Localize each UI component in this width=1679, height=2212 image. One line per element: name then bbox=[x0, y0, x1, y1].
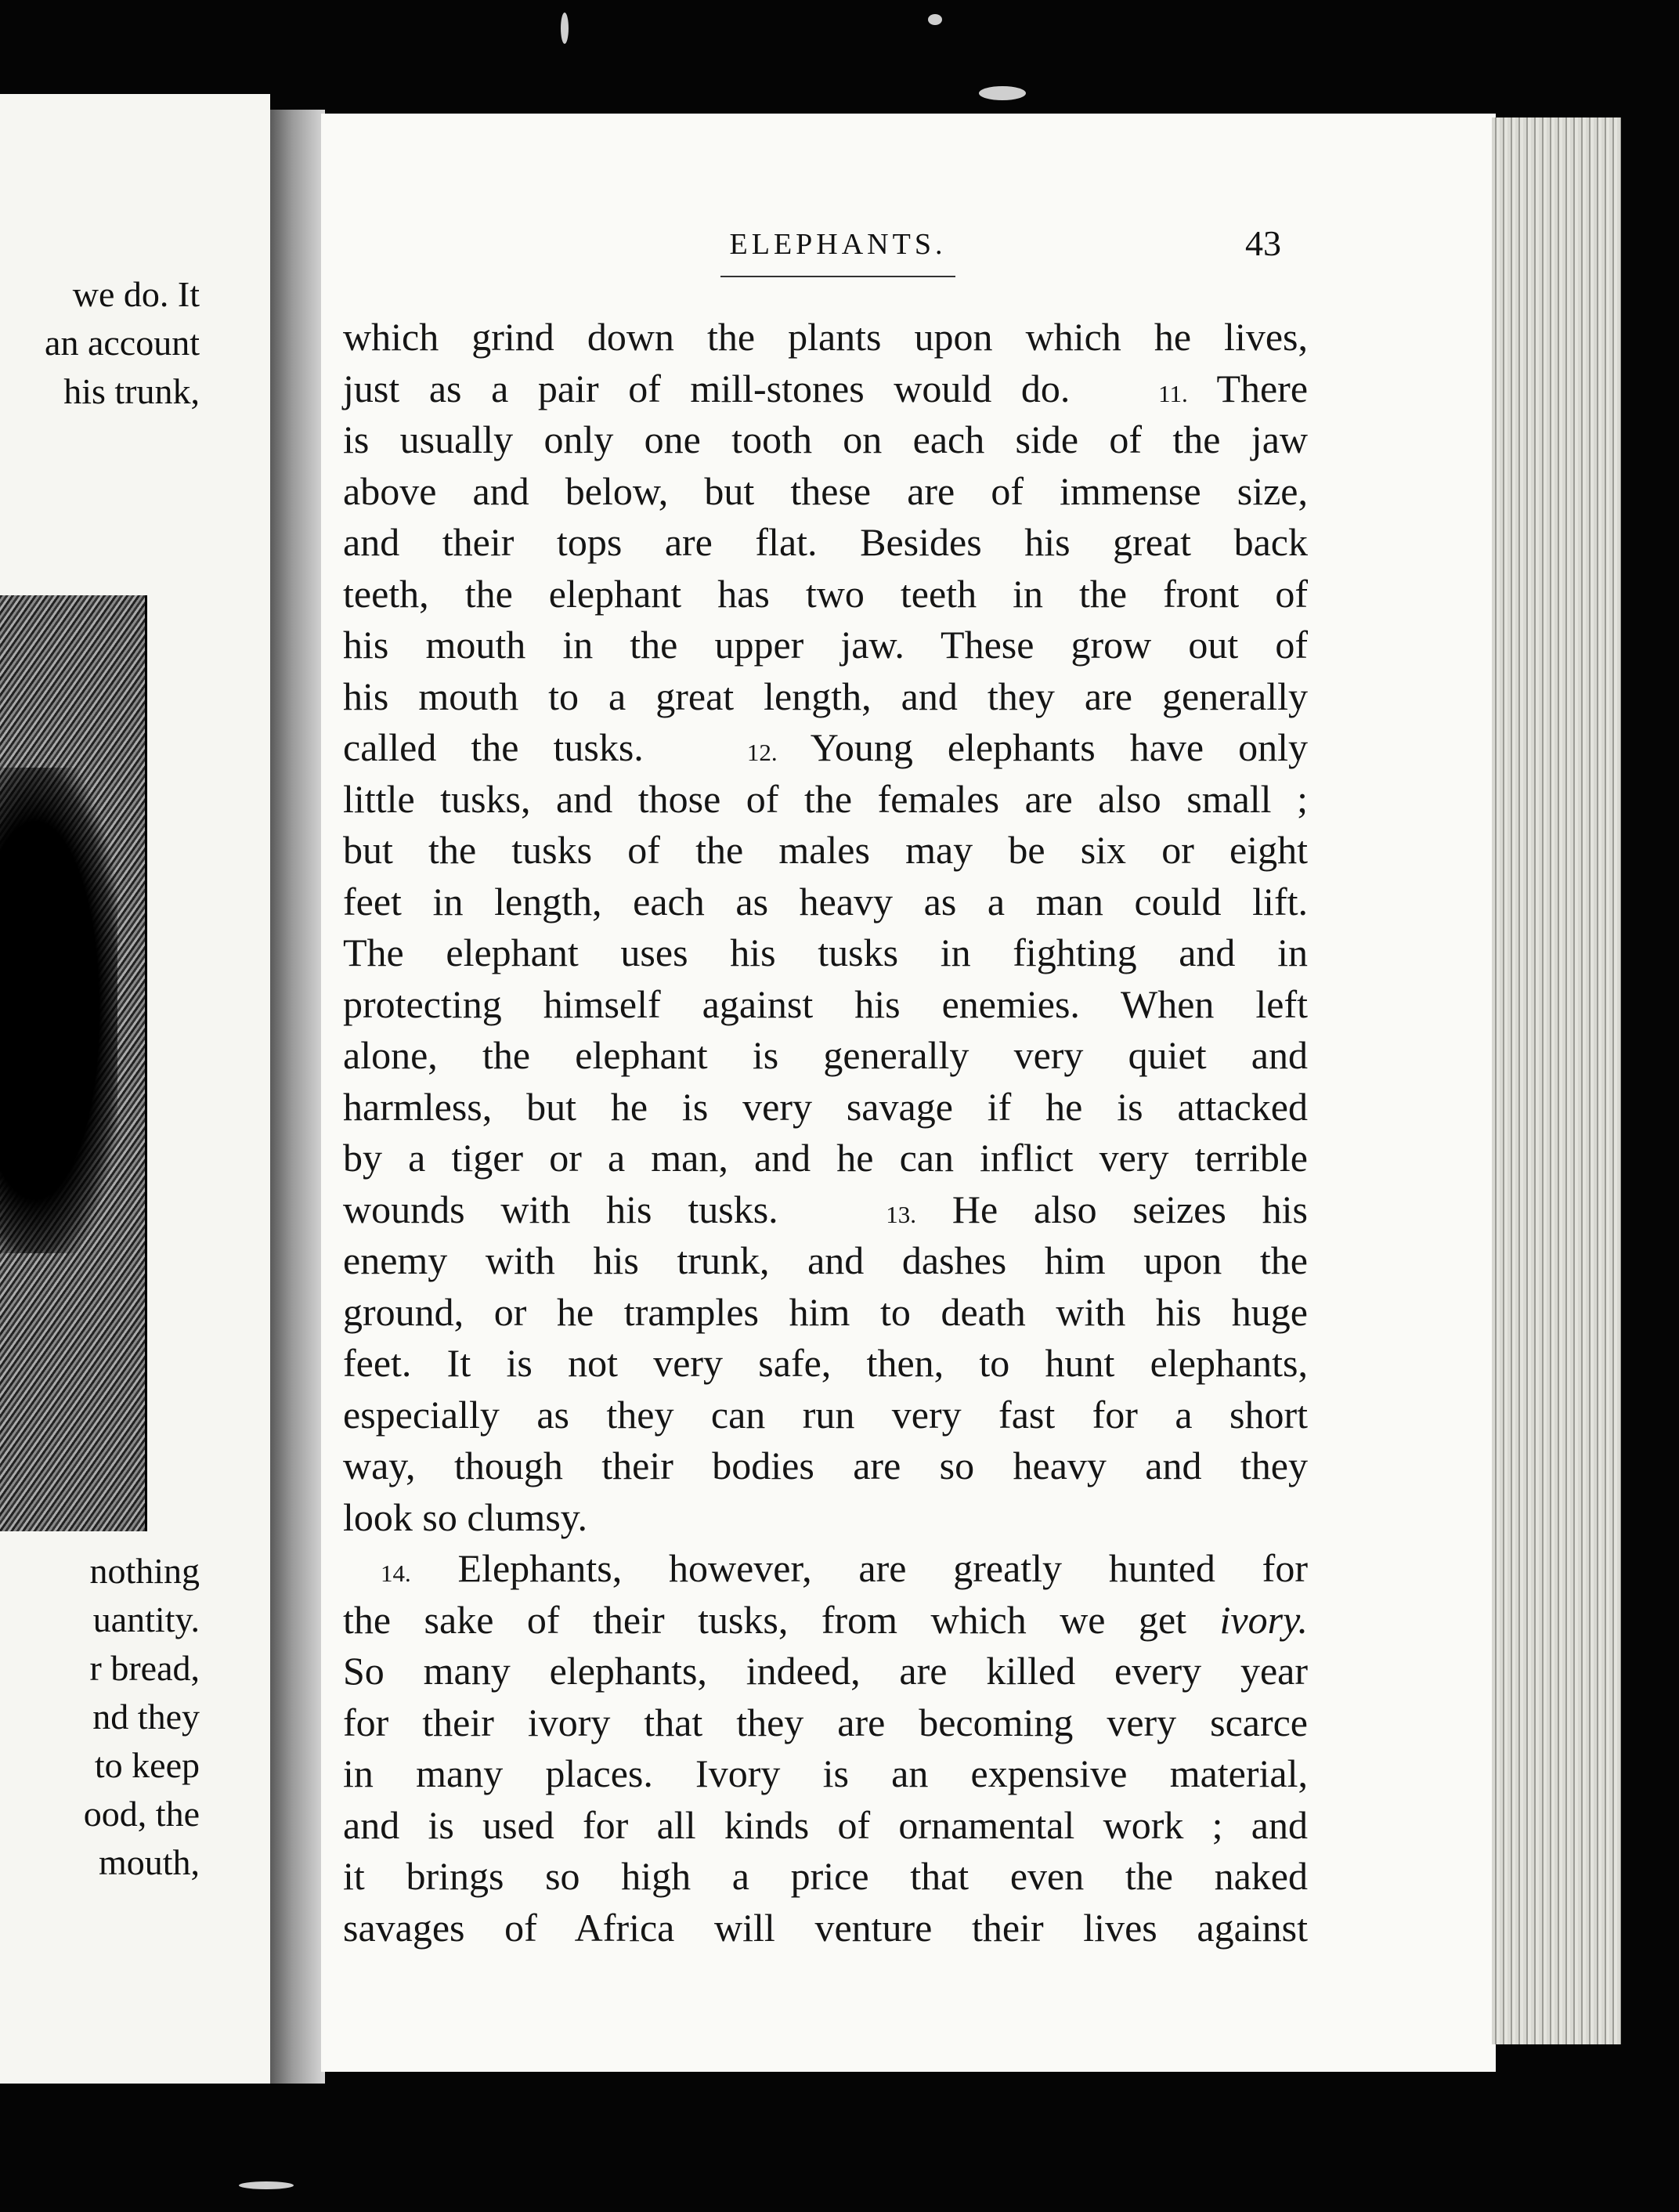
elephant-illustration bbox=[0, 595, 147, 1531]
running-head: ELEPHANTS. bbox=[729, 228, 947, 261]
left-line: to keep bbox=[94, 1745, 200, 1785]
text-line: ground, or he tramples him to death with his huge bbox=[343, 1289, 1308, 1334]
text-line: look so clumsy. bbox=[343, 1495, 588, 1539]
text-line: savages of Africa will venture their lives against bbox=[343, 1905, 1308, 1950]
scan-speck bbox=[561, 13, 569, 44]
header-rule bbox=[720, 276, 955, 277]
left-line: nothing bbox=[89, 1551, 200, 1591]
text-line: called the tusks. 12. Young elephants have only bbox=[343, 725, 1308, 769]
paragraph-number: 13. bbox=[886, 1200, 917, 1228]
scan-speck bbox=[928, 14, 942, 25]
text-line: and their tops are flat. Besides his great back bbox=[343, 520, 1308, 564]
page-edges bbox=[1492, 117, 1621, 2044]
text-line: above and below, but these are of immense size, bbox=[343, 468, 1308, 513]
text-line: by a tiger or a man, and he can inflict very terrible bbox=[343, 1136, 1308, 1180]
text-line: wounds with his tusks. 13. He also seizes his bbox=[343, 1187, 1309, 1231]
text-line: way, though their bodies are so heavy and they bbox=[343, 1444, 1308, 1487]
text-line: for their ivory that they are becoming very scarce bbox=[343, 1700, 1308, 1744]
text-line: harmless, but he is very savage if he is attacked bbox=[343, 1084, 1308, 1129]
italic-word: ivory. bbox=[1219, 1597, 1309, 1642]
paragraph-number: 12. bbox=[746, 739, 778, 766]
scan-speck bbox=[979, 86, 1026, 100]
left-line: an account bbox=[45, 323, 200, 363]
left-line: ood, the bbox=[83, 1794, 200, 1834]
text-line: little tusks, and those of the females are also small ; bbox=[343, 776, 1308, 821]
text-line: in many places. Ivory is an expensive material, bbox=[343, 1751, 1308, 1795]
text-line: 14. Elephants, however, are greatly hunted for bbox=[381, 1546, 1308, 1590]
text-line: it brings so high a price that even the naked bbox=[343, 1854, 1308, 1898]
paragraph-number: 11. bbox=[1158, 379, 1188, 407]
left-line: mouth, bbox=[98, 1842, 200, 1882]
text-line: and is used for all kinds of ornamental work ; and bbox=[343, 1802, 1308, 1847]
page-number: 43 bbox=[1245, 223, 1281, 263]
left-line: uantity. bbox=[92, 1599, 200, 1639]
text-line: So many elephants, indeed, are killed every year bbox=[343, 1649, 1308, 1693]
left-line: his trunk, bbox=[63, 371, 200, 411]
text-line: his mouth in the upper jaw. These grow out of bbox=[343, 623, 1308, 667]
left-line: r bread, bbox=[89, 1648, 200, 1688]
text-line: especially as they can run very fast for a short bbox=[343, 1392, 1308, 1437]
text-line: feet. It is not very safe, then, to hunt elephants, bbox=[343, 1341, 1308, 1385]
scan-speck bbox=[239, 2181, 294, 2189]
left-page-bottom-text bbox=[84, 1547, 200, 1887]
left-line: we do. It bbox=[72, 274, 200, 314]
text-line: just as a pair of mill-stones would do. 11. There bbox=[343, 366, 1309, 410]
text-line: but the tusks of the males may be six or eight bbox=[343, 828, 1308, 872]
text-line: protecting himself against his enemies. When left bbox=[343, 981, 1308, 1026]
text-line: enemy with his trunk, and dashes him upon the bbox=[343, 1238, 1308, 1282]
book-gutter bbox=[270, 110, 325, 2084]
text-line: alone, the elephant is generally very quiet and bbox=[343, 1033, 1308, 1077]
text-line: The elephant uses his tusks in fighting and in bbox=[343, 931, 1308, 974]
text-line: which grind down the plants upon which he lives, bbox=[343, 315, 1308, 359]
text-line: feet in length, each as heavy as a man could lift. bbox=[343, 879, 1308, 923]
text-line: teeth, the elephant has two teeth in the front of bbox=[343, 571, 1308, 616]
text-line: his mouth to a great length, and they are generally bbox=[343, 674, 1308, 718]
text-line: is usually only one tooth on each side of the jaw bbox=[343, 417, 1308, 461]
left-page-top-text bbox=[45, 270, 200, 416]
text-line: the sake of their tusks, from which we get ivory. bbox=[343, 1597, 1309, 1642]
left-line: nd they bbox=[92, 1697, 200, 1737]
body-text bbox=[343, 312, 1308, 1954]
paragraph-number: 14. bbox=[381, 1560, 411, 1587]
left-page-fragment bbox=[0, 94, 270, 2084]
